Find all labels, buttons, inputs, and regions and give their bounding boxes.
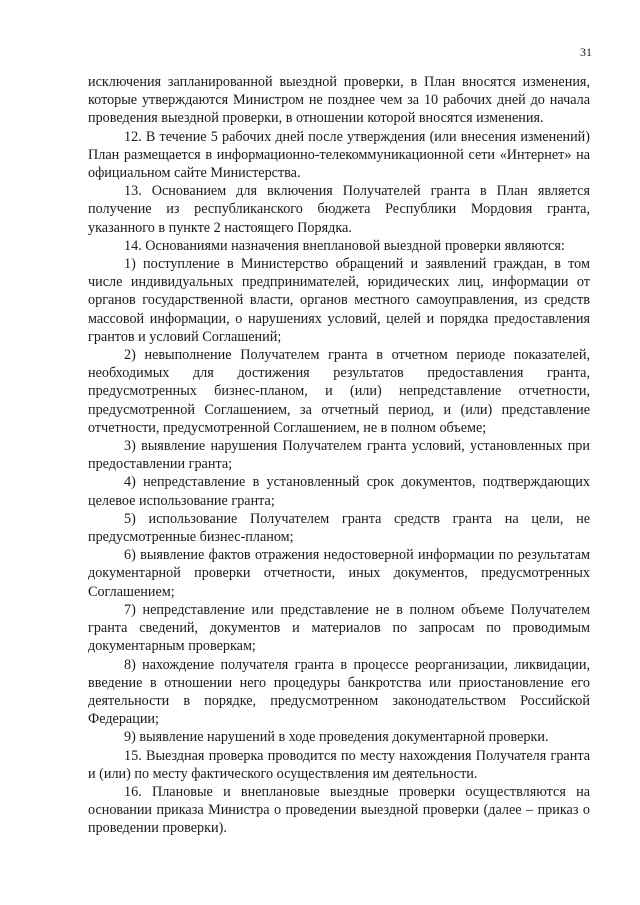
paragraph-12: 12. В течение 5 рабочих дней после утверждения (или внесения изменений) План размещается в информационно-телекоммуникационной сети «Интернет» на официальном сайте Министерства. <box>88 128 590 182</box>
page-number: 31 <box>580 45 592 59</box>
list-item-6: 6) выявление фактов отражения недостоверной информации по результатам документарной проверки отчетности, иных документов, предусмотренных Соглашением; <box>88 547 590 600</box>
list-item-1: 1) поступление в Министерство обращений и заявлений граждан, в том числе индивидуальных предпринимателей, юридических лиц, информации от органов государственной власти, органов местного самоуправления, из средств массовой информации, о нарушениях условий, целей и порядка предоставления грантов и условий Соглашений; <box>88 256 590 345</box>
list-item-3: 3) выявление нарушения Получателем гранта условий, установленных при предоставлении гранта; <box>88 438 590 473</box>
paragraph-15: 15. Выездная проверка проводится по месту нахождения Получателя гранта и (или) по месту фактического осуществления им деятельности. <box>88 747 590 782</box>
paragraph-14: 14. Основаниями назначения внеплановой выездной проверки являются: <box>124 237 565 254</box>
list-item-2: 2) невыполнение Получателем гранта в отчетном периоде показателей, необходимых для достижения результатов предоставления гранта, предусмотренных бизнес-планом, и (или) непредставление отчетности, предусмотренной Соглашением, за отчетный период, и (или) представление отчетности, предусмотренной Соглашением, не в полном объеме; <box>88 347 590 436</box>
list-item-8: 8) нахождение получателя гранта в процессе реорганизации, ликвидации, введение в отношении него процедуры банкротства или приостановление его деятельности в порядке, предусмотренном законодательством Российской Федерации; <box>88 656 590 728</box>
paragraph-continuation: исключения запланированной выездной проверки, в План вносятся изменения, которые утверждаются Министром не позднее чем за 10 рабочих дней до начала проведения выездной проверки, в отношении которой вносятся изменения. <box>88 74 590 127</box>
paragraph-13: 13. Основанием для включения Получателей гранта в План является получение из республиканского бюджета Республики Мордовия гранта, указанного в пункте 2 настоящего Порядка. <box>88 183 590 236</box>
paragraph-16: 16. Плановые и внеплановые выездные проверки осуществляются на основании приказа Министра о проведении выездной проверки (далее – приказ о проведении проверки). <box>88 783 590 837</box>
document-body <box>88 73 590 838</box>
list-item-7: 7) непредставление или представление не в полном объеме Получателем гранта сведений, документов и материалов по запросам по проводимым документарным проверкам; <box>88 601 590 655</box>
list-item-4: 4) непредставление в установленный срок документов, подтверждающих целевое использование гранта; <box>88 474 590 509</box>
list-item-9: 9) выявление нарушений в ходе проведения документарной проверки. <box>124 729 549 746</box>
list-item-5: 5) использование Получателем гранта средств гранта на цели, не предусмотренные бизнес-планом; <box>88 510 590 546</box>
